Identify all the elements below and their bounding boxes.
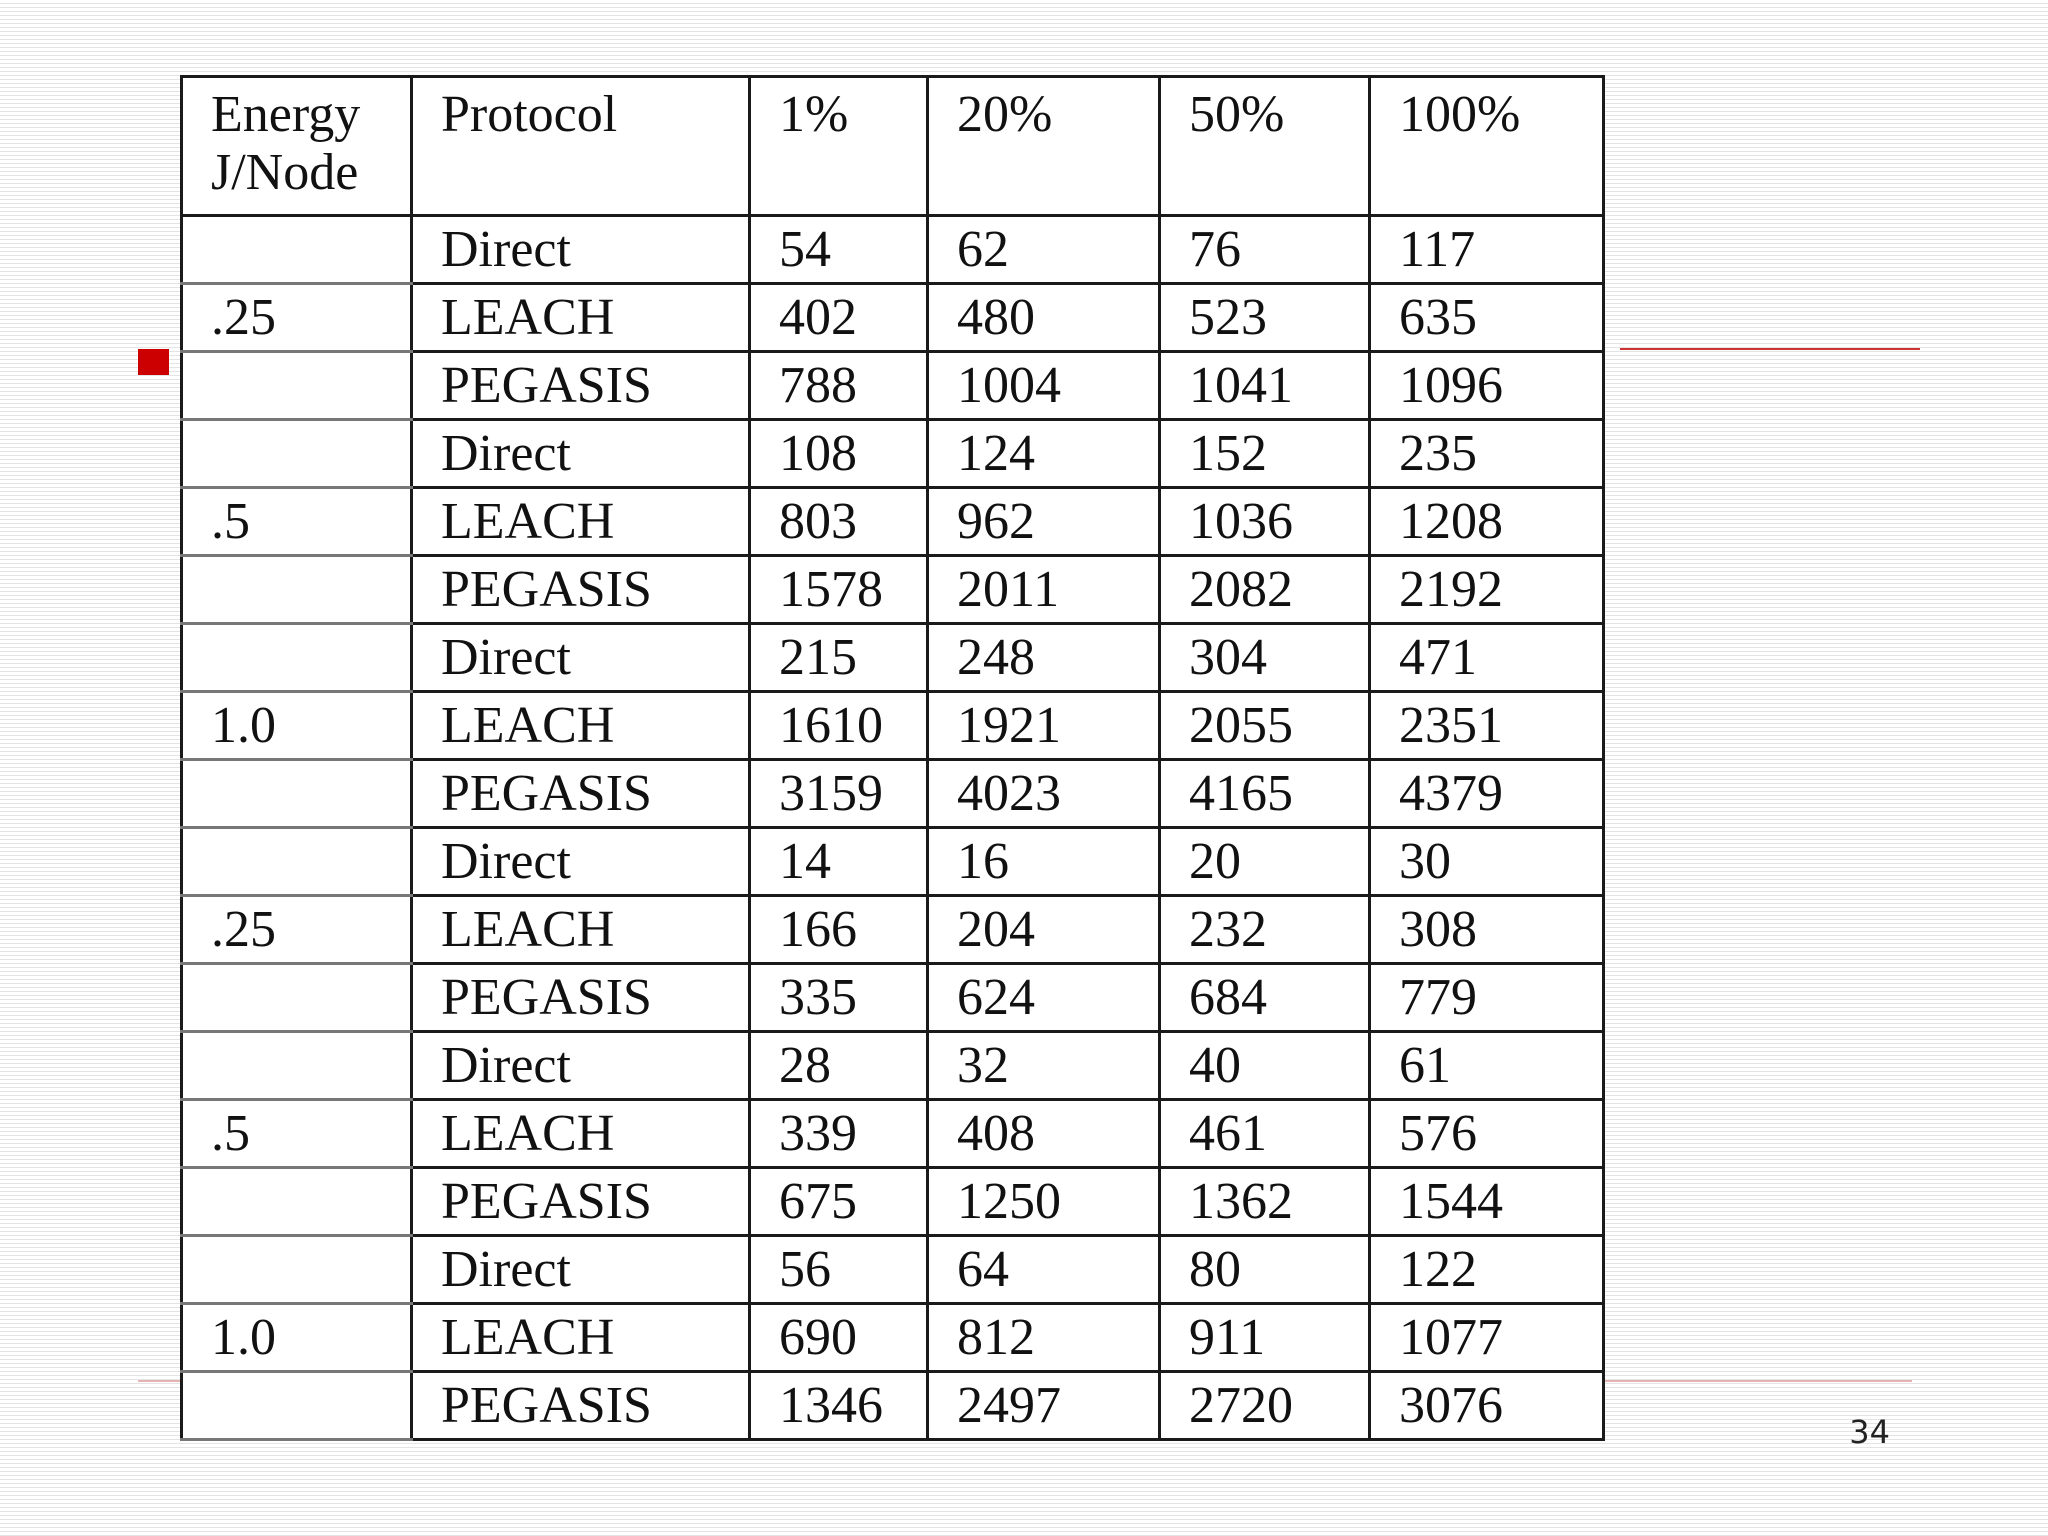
table-row [182,760,1604,828]
table-row [182,964,1604,1032]
value-cell: 576 [1370,1100,1604,1168]
value-cell: 4379 [1370,760,1604,828]
energy-cell [182,556,412,624]
energy-cell: .5 [182,488,412,556]
value-cell: 635 [1370,284,1604,352]
value-cell: 308 [1370,896,1604,964]
value-cell: 2497 [928,1372,1160,1440]
results-table [180,75,1605,1441]
value-cell: 1346 [750,1372,928,1440]
protocol-cell: PEGASIS [412,556,750,624]
energy-cell [182,964,412,1032]
header-20-percent: 20% [928,77,1160,216]
value-cell: 471 [1370,624,1604,692]
value-cell: 4023 [928,760,1160,828]
value-cell: 335 [750,964,928,1032]
value-cell: 408 [928,1100,1160,1168]
value-cell: 339 [750,1100,928,1168]
value-cell: 1544 [1370,1168,1604,1236]
energy-cell [182,420,412,488]
energy-cell: .5 [182,1100,412,1168]
table-row [182,488,1604,556]
energy-cell [182,760,412,828]
value-cell: 812 [928,1304,1160,1372]
value-cell: 40 [1160,1032,1370,1100]
header-energy: Energy J/Node [182,77,412,216]
table-row [182,624,1604,692]
value-cell: 64 [928,1236,1160,1304]
value-cell: 232 [1160,896,1370,964]
value-cell: 1250 [928,1168,1160,1236]
protocol-cell: Direct [412,216,750,284]
value-cell: 2351 [1370,692,1604,760]
value-cell: 1362 [1160,1168,1370,1236]
protocol-cell: PEGASIS [412,352,750,420]
table-row [182,1236,1604,1304]
value-cell: 1578 [750,556,928,624]
energy-cell [182,624,412,692]
value-cell: 304 [1160,624,1370,692]
protocol-cell: Direct [412,1032,750,1100]
value-cell: 204 [928,896,1160,964]
value-cell: 962 [928,488,1160,556]
value-cell: 152 [1160,420,1370,488]
table-row [182,556,1604,624]
value-cell: 2082 [1160,556,1370,624]
energy-cell: 1.0 [182,1304,412,1372]
protocol-cell: LEACH [412,692,750,760]
energy-cell: 1.0 [182,692,412,760]
value-cell: 2720 [1160,1372,1370,1440]
protocol-cell: PEGASIS [412,1372,750,1440]
table-header-row [182,77,1604,216]
protocol-cell: PEGASIS [412,1168,750,1236]
value-cell: 402 [750,284,928,352]
header-50-percent: 50% [1160,77,1370,216]
header-1-percent: 1% [750,77,928,216]
value-cell: 1036 [1160,488,1370,556]
table-row [182,1372,1604,1440]
protocol-cell: PEGASIS [412,964,750,1032]
value-cell: 523 [1160,284,1370,352]
energy-cell: .25 [182,284,412,352]
value-cell: 480 [928,284,1160,352]
value-cell: 4165 [1160,760,1370,828]
value-cell: 788 [750,352,928,420]
value-cell: 2192 [1370,556,1604,624]
value-cell: 690 [750,1304,928,1372]
value-cell: 76 [1160,216,1370,284]
table-row [182,692,1604,760]
value-cell: 28 [750,1032,928,1100]
table-row [182,828,1604,896]
protocol-cell: LEACH [412,1304,750,1372]
value-cell: 803 [750,488,928,556]
value-cell: 117 [1370,216,1604,284]
value-cell: 684 [1160,964,1370,1032]
table-row [182,284,1604,352]
value-cell: 624 [928,964,1160,1032]
energy-cell [182,1168,412,1236]
protocol-cell: Direct [412,1236,750,1304]
value-cell: 235 [1370,420,1604,488]
value-cell: 54 [750,216,928,284]
page-number: 34 [1849,1413,1890,1451]
protocol-cell: PEGASIS [412,760,750,828]
energy-cell [182,1236,412,1304]
value-cell: 62 [928,216,1160,284]
header-100-percent: 100% [1370,77,1604,216]
table-row [182,1100,1604,1168]
energy-cell [182,1032,412,1100]
table-row [182,420,1604,488]
protocol-cell: LEACH [412,1100,750,1168]
value-cell: 1096 [1370,352,1604,420]
table-row [182,1032,1604,1100]
value-cell: 32 [928,1032,1160,1100]
value-cell: 461 [1160,1100,1370,1168]
value-cell: 1610 [750,692,928,760]
table-row [182,1168,1604,1236]
divider-line [1620,348,1920,350]
protocol-cell: Direct [412,624,750,692]
value-cell: 14 [750,828,928,896]
protocol-cell: Direct [412,420,750,488]
energy-cell: .25 [182,896,412,964]
value-cell: 215 [750,624,928,692]
table-body [182,216,1604,1440]
value-cell: 166 [750,896,928,964]
value-cell: 108 [750,420,928,488]
energy-cell [182,352,412,420]
value-cell: 779 [1370,964,1604,1032]
value-cell: 80 [1160,1236,1370,1304]
bullet-marker [138,349,169,375]
results-table-image [180,75,1602,1438]
protocol-cell: LEACH [412,488,750,556]
energy-cell [182,1372,412,1440]
value-cell: 1041 [1160,352,1370,420]
table-row [182,896,1604,964]
table-row [182,352,1604,420]
value-cell: 20 [1160,828,1370,896]
protocol-cell: LEACH [412,896,750,964]
value-cell: 911 [1160,1304,1370,1372]
table-row [182,216,1604,284]
value-cell: 248 [928,624,1160,692]
value-cell: 61 [1370,1032,1604,1100]
table-row [182,1304,1604,1372]
protocol-cell: LEACH [412,284,750,352]
header-protocol: Protocol [412,77,750,216]
value-cell: 3076 [1370,1372,1604,1440]
value-cell: 1208 [1370,488,1604,556]
energy-cell [182,216,412,284]
value-cell: 2055 [1160,692,1370,760]
value-cell: 30 [1370,828,1604,896]
value-cell: 675 [750,1168,928,1236]
protocol-cell: Direct [412,828,750,896]
value-cell: 122 [1370,1236,1604,1304]
value-cell: 2011 [928,556,1160,624]
value-cell: 124 [928,420,1160,488]
energy-cell [182,828,412,896]
value-cell: 1004 [928,352,1160,420]
value-cell: 1921 [928,692,1160,760]
value-cell: 1077 [1370,1304,1604,1372]
value-cell: 16 [928,828,1160,896]
value-cell: 56 [750,1236,928,1304]
value-cell: 3159 [750,760,928,828]
